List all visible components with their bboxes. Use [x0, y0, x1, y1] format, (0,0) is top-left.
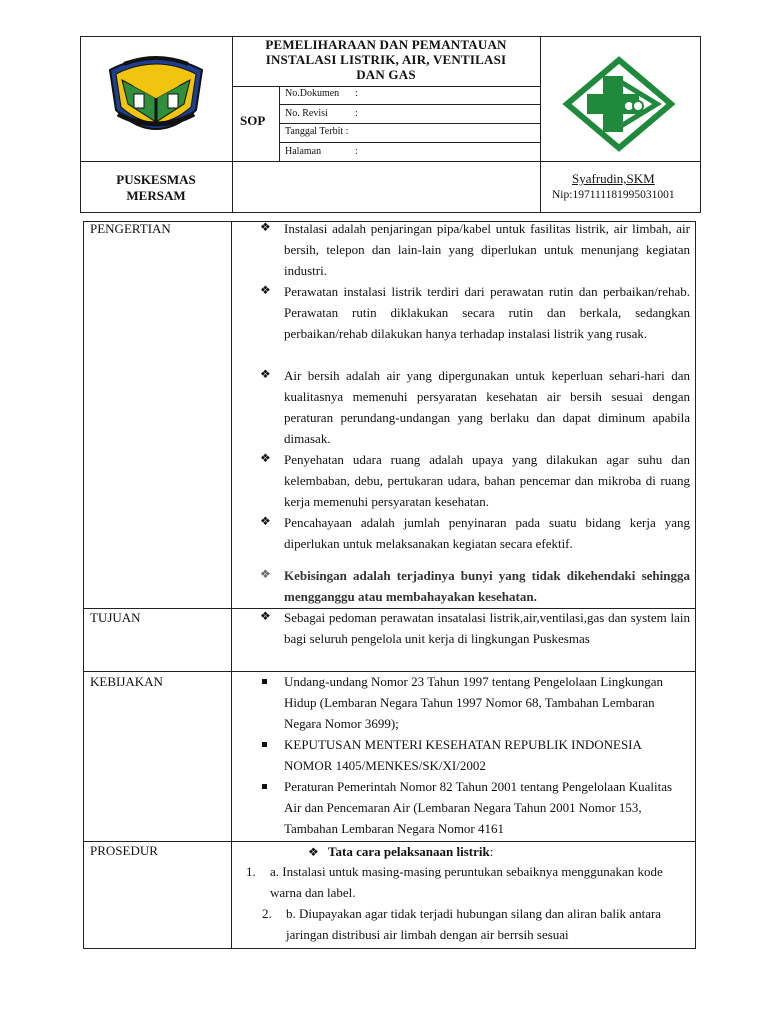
title-line: INSTALASI LISTRIK, AIR, VENTILASI — [265, 52, 507, 67]
meta-value: : — [355, 108, 358, 119]
diamond-bullet-icon: ❖ — [260, 567, 271, 581]
tujuan-text: Sebagai pedoman perawatan insatalasi listrik,air,ventilasi,gas dan system lain bagi seluruh pengelola unit kerja di lingkungan Puskesmas — [284, 610, 690, 646]
diamond-bullet-icon: ❖ — [260, 283, 271, 297]
meta-label: Halaman — [285, 146, 322, 157]
signatory-nip: Nip:197111181995031001 — [552, 189, 675, 201]
prosedur-step — [246, 861, 666, 903]
meta-halaman — [285, 146, 358, 157]
pengertian-text: Penyehatan udara ruang adalah upaya yang dilakukan agar suhu dan kelembaban, debu, pertukaran udara, bahan pencemar dan mikroba di ruang kerja memenuhi persyaratan kesehatan. — [284, 452, 690, 509]
diamond-bullet-icon: ❖ — [260, 451, 271, 465]
diamond-bullet-icon: ❖ — [260, 514, 271, 528]
title-line: PEMELIHARAAN DAN PEMANTAUAN — [265, 37, 507, 52]
kebijakan-item — [260, 734, 690, 776]
pengertian-text: Perawatan instalasi listrik terdiri dari perawatan rutin dan perbaikan/rehab. Perawatan rutin diklakukan secara rutin dan berkala, sedangkan perbaikan/rehab dilakukan hanya terhadap instalasi listrik yang rusak. — [284, 284, 690, 341]
document-title — [234, 37, 538, 82]
pengertian-text: Air bersih adalah air yang dipergunakan untuk keperluan sehari-hari dan kualitasnya memenuhi persyaratan kesehatan air bersih sesuai dengan peraturan perundang-undangan yang berlaku dan dapat diminum apabila dimasak. — [284, 368, 690, 446]
diamond-bullet-icon: ❖ — [260, 367, 271, 381]
pengertian-item — [260, 512, 690, 554]
kebijakan-item — [260, 776, 690, 839]
pengertian-item — [260, 365, 690, 449]
kebijakan-text: Undang-undang Nomor 23 Tahun 1997 tentang Pengelolaan Lingkungan Hidup (Lembaran Negara Tahun 1997 Nomor 68, Tambahan Lembaran Negara Nomor 3699); — [284, 674, 664, 731]
org-line: MERSAM — [126, 188, 186, 203]
meta-label: No.Dokumen — [285, 88, 340, 99]
square-bullet-icon — [262, 742, 267, 747]
step-text: a. Instalasi untuk masing-masing peruntukan sebaiknya menggunakan kode warna dan label. — [270, 864, 663, 900]
square-bullet-icon — [262, 679, 267, 684]
prosedur-heading-text: Tata cara pelaksanaan listrik — [328, 844, 490, 859]
step-text: b. Diupayakan agar tidak terjadi hubungan silang dan aliran balik antara jaringan distribusi air limbah dengan air berrsih sesuai — [286, 906, 662, 942]
prosedur-heading-suffix: : — [489, 844, 494, 859]
pengertian-item — [260, 281, 690, 344]
org-line: PUSKESMAS — [116, 172, 196, 187]
meta-value: : — [355, 146, 358, 157]
pengertian-item — [260, 565, 690, 607]
prosedur-heading — [308, 841, 493, 863]
sop-label: SOP — [240, 113, 266, 128]
pengertian-item — [260, 449, 690, 512]
diamond-bullet-icon: ❖ — [308, 845, 319, 859]
pengertian-text: Kebisingan adalah terjadinya bunyi yang tidak dikehendaki sehingga mengganggu atau membahayakan kesehatan. — [284, 568, 690, 604]
step-number: 2. — [262, 906, 272, 921]
diamond-bullet-icon: ❖ — [260, 220, 271, 234]
diamond-bullet-icon: ❖ — [260, 609, 271, 623]
square-bullet-icon — [262, 784, 267, 789]
kebijakan-item — [260, 671, 690, 734]
section-label-prosedur: PROSEDUR — [90, 843, 158, 858]
meta-tanggal-terbit — [285, 126, 348, 137]
meta-value: : — [355, 88, 358, 99]
section-label-kebijakan: KEBIJAKAN — [90, 674, 163, 689]
pengertian-text: Pencahayaan adalah jumlah penyinaran pada suatu bidang kerja yang diperlukan untuk melaksanakan kegiatan secara efektif. — [284, 515, 690, 551]
title-line: DAN GAS — [356, 67, 416, 82]
pengertian-text: Instalasi adalah penjaringan pipa/kabel untuk fasilitas listrik, air limbah, air bersih, telepon dan lain-lain yang diperlukan untuk menunjang kegiatan industri. — [284, 221, 690, 278]
meta-label: No. Revisi — [285, 108, 328, 119]
meta-no-dokumen — [285, 88, 358, 99]
section-label-tujuan: TUJUAN — [90, 610, 141, 625]
regional-emblem — [104, 52, 208, 142]
org-name — [82, 172, 230, 204]
kebijakan-text: Peraturan Pemerintah Nomor 82 Tahun 2001 tentang Pengelolaan Kualitas Air dan Pencemaran Air (Lembaran Negara Tahun 2001 Nomor 153, Tambahan Lembaran Negara Nomor 4161 — [284, 779, 673, 836]
tujuan-item — [260, 607, 690, 649]
pengertian-item — [260, 218, 690, 281]
section-label-pengertian: PENGERTIAN — [90, 221, 171, 236]
meta-no-revisi — [285, 108, 358, 119]
step-number: 1. — [246, 864, 256, 879]
prosedur-step — [262, 903, 690, 945]
puskesmas-logo — [563, 56, 675, 152]
kebijakan-text: KEPUTUSAN MENTERI KESEHATAN REPUBLIK INDONESIA NOMOR 1405/MENKES/SK/XI/2002 — [284, 737, 642, 773]
signatory-name: Syafrudin,SKM — [572, 171, 655, 186]
meta-label: Tanggal Terbit : — [285, 126, 349, 137]
